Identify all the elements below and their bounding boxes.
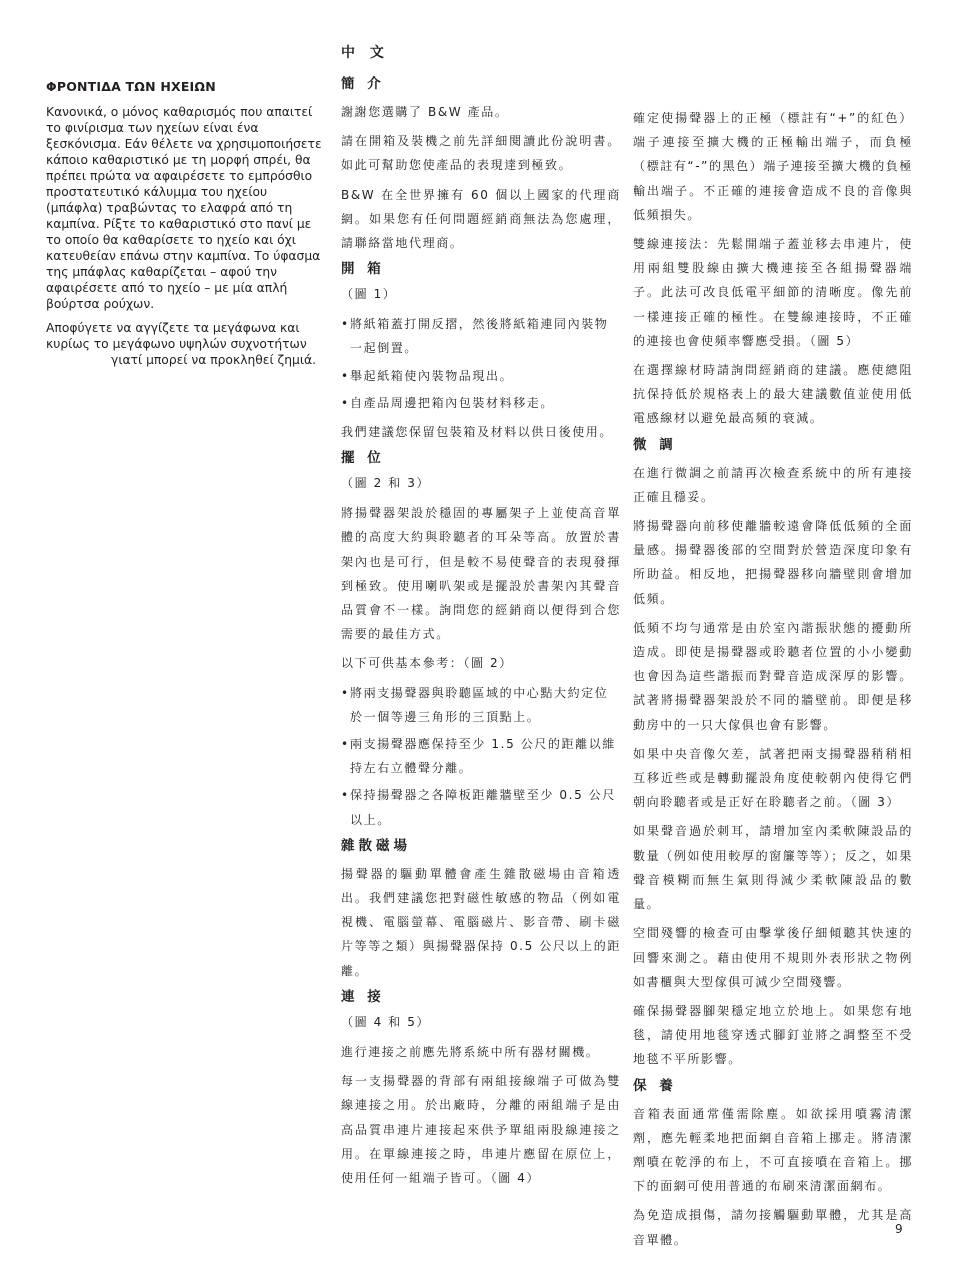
positioning-paragraph: 以下可供基本參考：（圖 2）: [341, 656, 513, 671]
positioning-paragraph: 將揚聲器架設於穩固的專屬架子上並使高音單體的高度大約與聆聽者的耳朵等高。放置於書架內也是可行，但是較不易使聲音的表現發揮到極致。使用喇叭架或是擺設於書架內其聲音品質會不一樣。詢問您的經銷商以便得到合您需要的最佳方式。: [341, 506, 621, 642]
fine-tuning-paragraph: 如果中央音像欠差，試著把兩支揚聲器稍稍相互移近些或是轉動擺設角度使較朝內使得它們朝向聆聽者或是正好在聆聽者之前。（圖 3）: [633, 746, 913, 810]
connections-paragraph: 確定使揚聲器上的正極（標註有“+”的紅色）端子連接至擴大機的正極輸出端子，而負極（標註有“-”的黑色）端子連接至擴大機的負極輸出端子。不正確的連接會造成不良的音像與低頻損失。: [633, 111, 913, 222]
care-paragraph: 音箱表面通常僅需除塵。如欲採用噴霧清潔劑，應先輕柔地把面網自音箱上挪走。將清潔劑噴在乾淨的布上，不可直接噴在音箱上。挪下的面網可使用普通的布刷來清潔面網布。: [633, 1106, 913, 1194]
unpacking-list: [341, 312, 621, 415]
connections-paragraph: 進行連接之前應先將系統中所有器材關機。: [341, 1044, 600, 1059]
list-item: • 自產品周邊把箱內包裝材料移走。: [341, 391, 621, 415]
greek-paragraph-2-line-3: γιατί μπορεί να προκληθεί ζημιά.: [111, 353, 316, 367]
page-number: 9: [895, 1222, 903, 1236]
greek-paragraph-2-line-2: κυρίως το μεγάφωνο υψηλών συχνοτήτων: [46, 337, 307, 351]
unpacking-figure-ref: （圖 1）: [341, 287, 397, 302]
fine-tuning-paragraph: 低頻不均勻通常是由於室內諧振狀態的擾動所造成。即使是揚聲器或聆聽者位置的小小變動也會因為這些諧振而對聲音造成深厚的影響。試著將揚聲器架設於不同的牆壁前。即便是移動房中的一只大傢俱也會有影響。: [633, 620, 913, 732]
language-title: 中 文: [341, 45, 389, 61]
fine-tuning-paragraph: 確保揚聲器腳架穩定地立於地上。如果您有地毯，請使用地毯穿透式腳釘並將之調整至不受地毯不平所影響。: [633, 1003, 913, 1067]
connections-paragraph: 雙線連接法：先鬆開端子蓋並移去串連片，使用兩組雙股線由擴大機連接至各組揚聲器端子。此法可改良低電平細節的清晰度。像先前一樣連接正確的極性。在雙線連接時，不正確的連接也會使頻率響應受損。（圖 5）: [633, 237, 913, 348]
connections-paragraph: 每一支揚聲器的背部有兩組接線端子可做為雙線連接之用。於出廠時，分離的兩組端子是由高品質串連片連接起來供予單組兩股線連接之用。在單線連接之時，串連片應留在原位上，使用任何一組端子皆可。（圖 4）: [341, 1074, 621, 1185]
fine-tuning-paragraph: 空間殘響的檢查可由擊掌後仔細傾聽其快速的回響來測之。藉由使用不規則外表形狀之物例如書櫃與大型傢俱可減少空間殘響。: [633, 926, 913, 989]
fine-tuning-heading: 微 調: [633, 436, 677, 453]
unpacking-paragraph: 我們建議您保留包裝箱及材料以供日後使用。: [341, 425, 614, 440]
greek-heading: ΦΡΟΝΤΙΔΑ ΤΩΝ ΗΧΕΙΩΝ: [46, 79, 216, 94]
fine-tuning-paragraph: 將揚聲器向前移使離牆較遠會降低低頻的全面量感。揚聲器後部的空間對於營造深度印象有所助益。相反地，把揚聲器移向牆壁則會增加低頻。: [633, 519, 913, 606]
intro-heading: 簡 介: [341, 76, 385, 92]
connections-heading: 連 接: [341, 988, 385, 1005]
positioning-list: [341, 681, 621, 832]
stray-fields-paragraph: 揚聲器的驅動單體會產生雜散磁場由音箱透出。我們建議您把對磁性敏感的物品（例如電視機、電腦螢幕、電腦磁片、影音帶、刷卡磁片等等之類）與揚聲器保持 0.5 公尺以上的距離。: [341, 866, 621, 978]
list-item: • 將紙箱蓋打開反摺，然後將紙箱連同內裝物一起倒置。: [341, 312, 621, 360]
positioning-heading: 擺 位: [341, 450, 385, 467]
intro-paragraph: B&W 在全世界擁有 60 個以上國家的代理商網。如果您有任何問題經銷商無法為您處理，請聯絡當地代理商。: [341, 187, 621, 251]
stray-fields-heading: 雜散磁場: [341, 837, 411, 854]
chinese-column-1: [341, 44, 621, 1195]
intro-paragraph: 謝謝您選購了 B&W 產品。: [341, 105, 509, 119]
chinese-column-2: [633, 106, 913, 1257]
list-item: • 將兩支揚聲器與聆聽區域的中心點大約定位於一個等邊三角形的三頂點上。: [341, 681, 621, 729]
care-paragraph: 為免造成損傷，請勿接觸驅動單體，尤其是高音單體。: [633, 1208, 913, 1247]
greek-paragraph-2-line-1: Αποφύγετε να αγγίζετε τα μεγάφωνα και: [46, 321, 300, 335]
fine-tuning-paragraph: 在進行微調之前請再次檢查系統中的所有連接正確且穩妥。: [633, 465, 913, 504]
list-item: • 保持揚聲器之各障板距離牆壁至少 0.5 公尺以上。: [341, 783, 621, 831]
fine-tuning-paragraph: 如果聲音過於刺耳，請增加室內柔軟陳設品的數量（例如使用較厚的窗簾等等）；反之，如果聲音模糊而無生氣則得減少柔軟陳設品的數量。: [633, 824, 913, 912]
unpacking-heading: 開 箱: [341, 261, 385, 278]
greek-paragraph-2: [46, 320, 326, 368]
list-item: • 兩支揚聲器應保持至少 1.5 公尺的距離以維持左右立體聲分離。: [341, 732, 621, 780]
intro-paragraph: 請在開箱及裝機之前先詳細閱讀此份說明書。如此可幫助您使產品的表現達到極致。: [341, 134, 621, 173]
list-item: • 舉起紙箱使內裝物品現出。: [341, 364, 621, 388]
greek-column: [46, 79, 326, 368]
greek-paragraph-1: Κανονικά, ο μόνος καθαρισμός που απαιτεί το φινίρισμα των ηχείων είναι ένα ξεσκόνισμα. Εάν θέλετε να χρησιμοποιήσετε κάποιο καθαριστικό με τη μορφή σπρέι, θα πρέπει πρώτα να αφαιρέσετε το εμπρόσθιο προστατευτικό κάλυμμα του ηχείου (μπάφλα) τραβώντας το ελαφρά από τη καμπίνα. Ρίξτε το καθαριστικό στο πανί με το οποίο θα καθαρίσετε το ηχείο και όχι κατευθείαν επάνω στην καμπίνα. Το ύφασμα της μπάφλας καθαρίζεται – αφού την αφαιρέσετε από το ηχείο – με μία απλή βούρτσα ρούχων.: [46, 105, 322, 311]
positioning-figure-ref: （圖 2 和 3）: [341, 476, 431, 491]
connections-figure-ref: （圖 4 和 5）: [341, 1014, 431, 1029]
care-heading: 保 養: [633, 1077, 677, 1094]
connections-paragraph: 在選擇線材時請詢問經銷商的建議。應使總阻抗保持低於規格表上的最大建議數值並使用低電感線材以避免最高頻的衰減。: [633, 363, 913, 426]
